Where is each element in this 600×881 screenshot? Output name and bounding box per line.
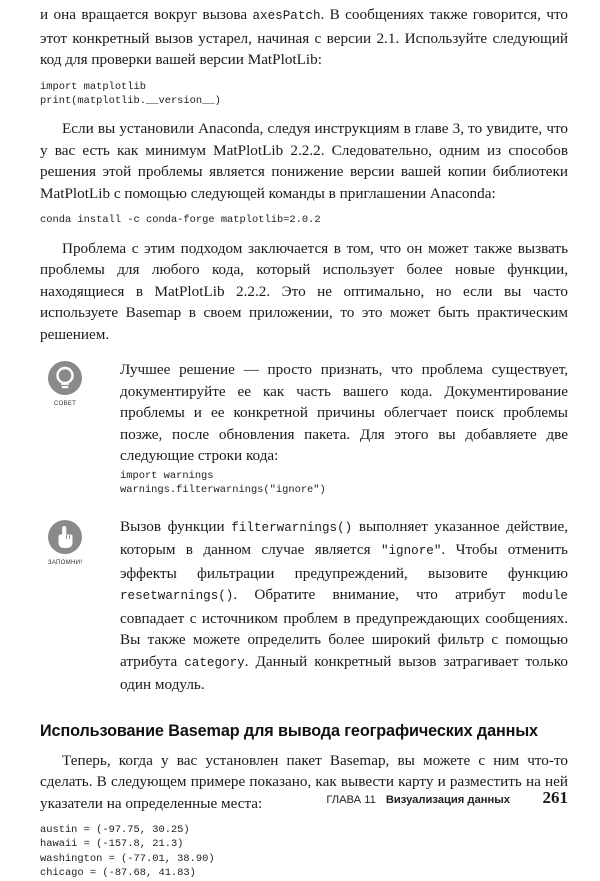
running-footer [326, 794, 510, 806]
paragraph-problem: Проблема с этим подходом заключается в том, что он может также вызвать проблемы для любого кода, который использует более новые функции, находящиеся в MatPlotLib 2.2.2. Это не оптимально, но если вы часто используете Basemap в своем приложении, то это может быть практическим решением. [40, 239, 568, 343]
section-heading: Использование Basemap для вывода географических данных [40, 721, 538, 740]
code-conda-install: conda install -c conda-forge matplotlib=2.0.2 [40, 214, 321, 227]
paragraph-anaconda: Если вы установили Anaconda, следуя инструкциям в главе 3, то увидите, что у вас есть как минимум MatPlotLib 2.2.2. Следовательно, одним из способов решения этой проблемы является понижение версии вашей копии библиотеки MatPlotLib с помощью следующей команды в приглашении Anaconda: [40, 120, 568, 202]
paragraph-basemap-intro: Теперь, когда у вас установлен пакет Basemap, вы можете с ним что-то сделать. В следующем примере показано, как вывести карту и разместить на ней указатели на определенные места: [40, 751, 568, 812]
tip-note [40, 359, 568, 497]
remember-label: ЗАПОМНИ! [47, 558, 83, 566]
remember-note [40, 516, 568, 696]
paragraph-axespatch: и она вращается вокруг вызова axesPatch. В сообщениях также говорится, что этот конкретный вызов устарел, начиная с версии 2.1. Используйте следующий код для проверки вашей версии MatPlotLib: [40, 6, 568, 68]
page-content [40, 4, 568, 881]
lightbulb-icon [48, 361, 82, 395]
code-city-coordinates: austin = (-97.75, 30.25) hawaii = (-157.8, 21.3) washington = (-77.01, 38.90) chicago = (-87.68, 41.83) [40, 824, 215, 880]
inline-code-axespatch: axesPatch [252, 9, 321, 23]
page-footer [40, 788, 568, 812]
remember-badge [40, 520, 90, 566]
chapter-title: Визуализация данных [385, 794, 510, 806]
tip-label: СОВЕТ [53, 400, 77, 408]
tip-badge [40, 361, 90, 407]
pointing-hand-icon [48, 520, 82, 554]
remember-text: Вызов функции filterwarnings() выполняет указанное действие, которым в данном случае является "ignore". Чтобы отменить эффекты фильтрации предупреждений, вызовите функцию resetwarnings(). Обратите внимание, что атрибут module совпадает с источником проблем в предупреждающих сообщениях. Вы также можете определить более широкий фильтр с помощью атрибута category. Данный конкретный вызов затрагивает только один модуль. [120, 517, 568, 694]
code-version-check: import matplotlib print(matplotlib.__version__) [40, 80, 221, 107]
chapter-label: ГЛАВА 11 [326, 794, 376, 806]
tip-text: Лучшее решение — просто признать, что проблема существует, документируйте ее как часть вашего кода. Документирование проблемы и ее конкретной причины облегчает поиск проблемы позже, после обновления пакета. Для этого вы добавляете две следующие строки кода: [120, 361, 568, 465]
page-number: 261 [542, 788, 568, 807]
code-warnings: import warnings warnings.filterwarnings("ignore") [120, 469, 326, 497]
